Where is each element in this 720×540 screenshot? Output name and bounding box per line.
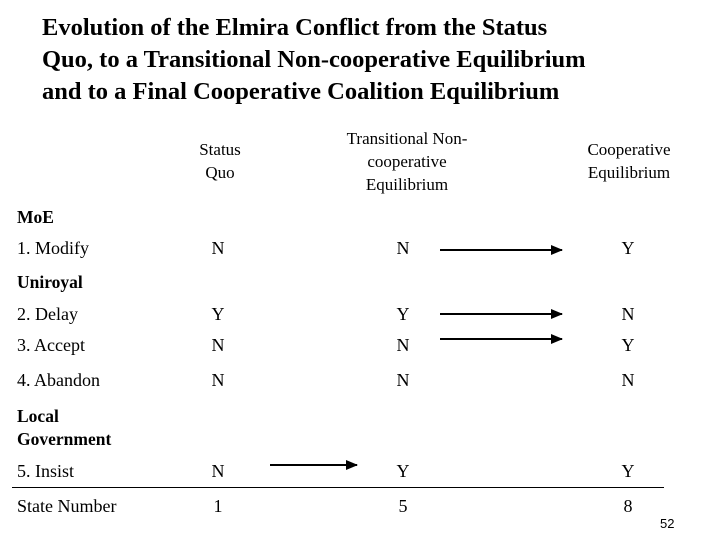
row-label-modify: 1. Modify	[17, 238, 89, 258]
title-line-1: Evolution of the Elmira Conflict from the Status	[42, 14, 548, 41]
title-line-3: and to a Final Cooperative Coalition Equilibrium	[42, 78, 560, 105]
cell-state-cooperative: 8	[623, 496, 633, 516]
cell-accept-status-quo: N	[211, 335, 225, 355]
column-header-cooperative: Cooperative Equilibrium	[587, 140, 671, 182]
cell-accept-cooperative: Y	[621, 335, 635, 355]
row-label-delay: 2. Delay	[17, 304, 78, 324]
group-moe: MoE	[17, 207, 54, 227]
cell-insist-status-quo: N	[211, 461, 225, 481]
cell-modify-status-quo: N	[211, 238, 225, 258]
row-label-abandon: 4. Abandon	[17, 370, 100, 390]
group-local-government: Local Government	[17, 406, 112, 449]
cell-abandon-transitional: N	[396, 370, 410, 390]
column-header-status-quo: Status Quo	[199, 140, 241, 182]
page-number: 52	[660, 516, 675, 531]
column-header-transitional: Transitional Non-cooperative Equilibrium	[346, 129, 468, 194]
cell-insist-cooperative: Y	[621, 461, 635, 481]
cell-accept-transitional: N	[396, 335, 410, 355]
cell-modify-cooperative: Y	[621, 238, 635, 258]
cell-delay-status-quo: Y	[211, 304, 225, 324]
cell-state-status-quo: 1	[213, 496, 223, 516]
cell-state-transitional: 5	[398, 496, 408, 516]
title-line-2: Quo, to a Transitional Non-cooperative Equilibrium	[42, 46, 586, 73]
cell-abandon-status-quo: N	[211, 370, 225, 390]
cell-insist-transitional: Y	[396, 461, 410, 481]
row-label-accept: 3. Accept	[17, 335, 85, 355]
row-label-insist: 5. Insist	[17, 461, 75, 481]
cell-modify-transitional: N	[396, 238, 410, 258]
cell-delay-cooperative: N	[621, 304, 635, 324]
cell-delay-transitional: Y	[396, 304, 410, 324]
row-label-state-number: State Number	[17, 496, 117, 516]
cell-abandon-cooperative: N	[621, 370, 635, 390]
group-uniroyal: Uniroyal	[17, 272, 83, 292]
